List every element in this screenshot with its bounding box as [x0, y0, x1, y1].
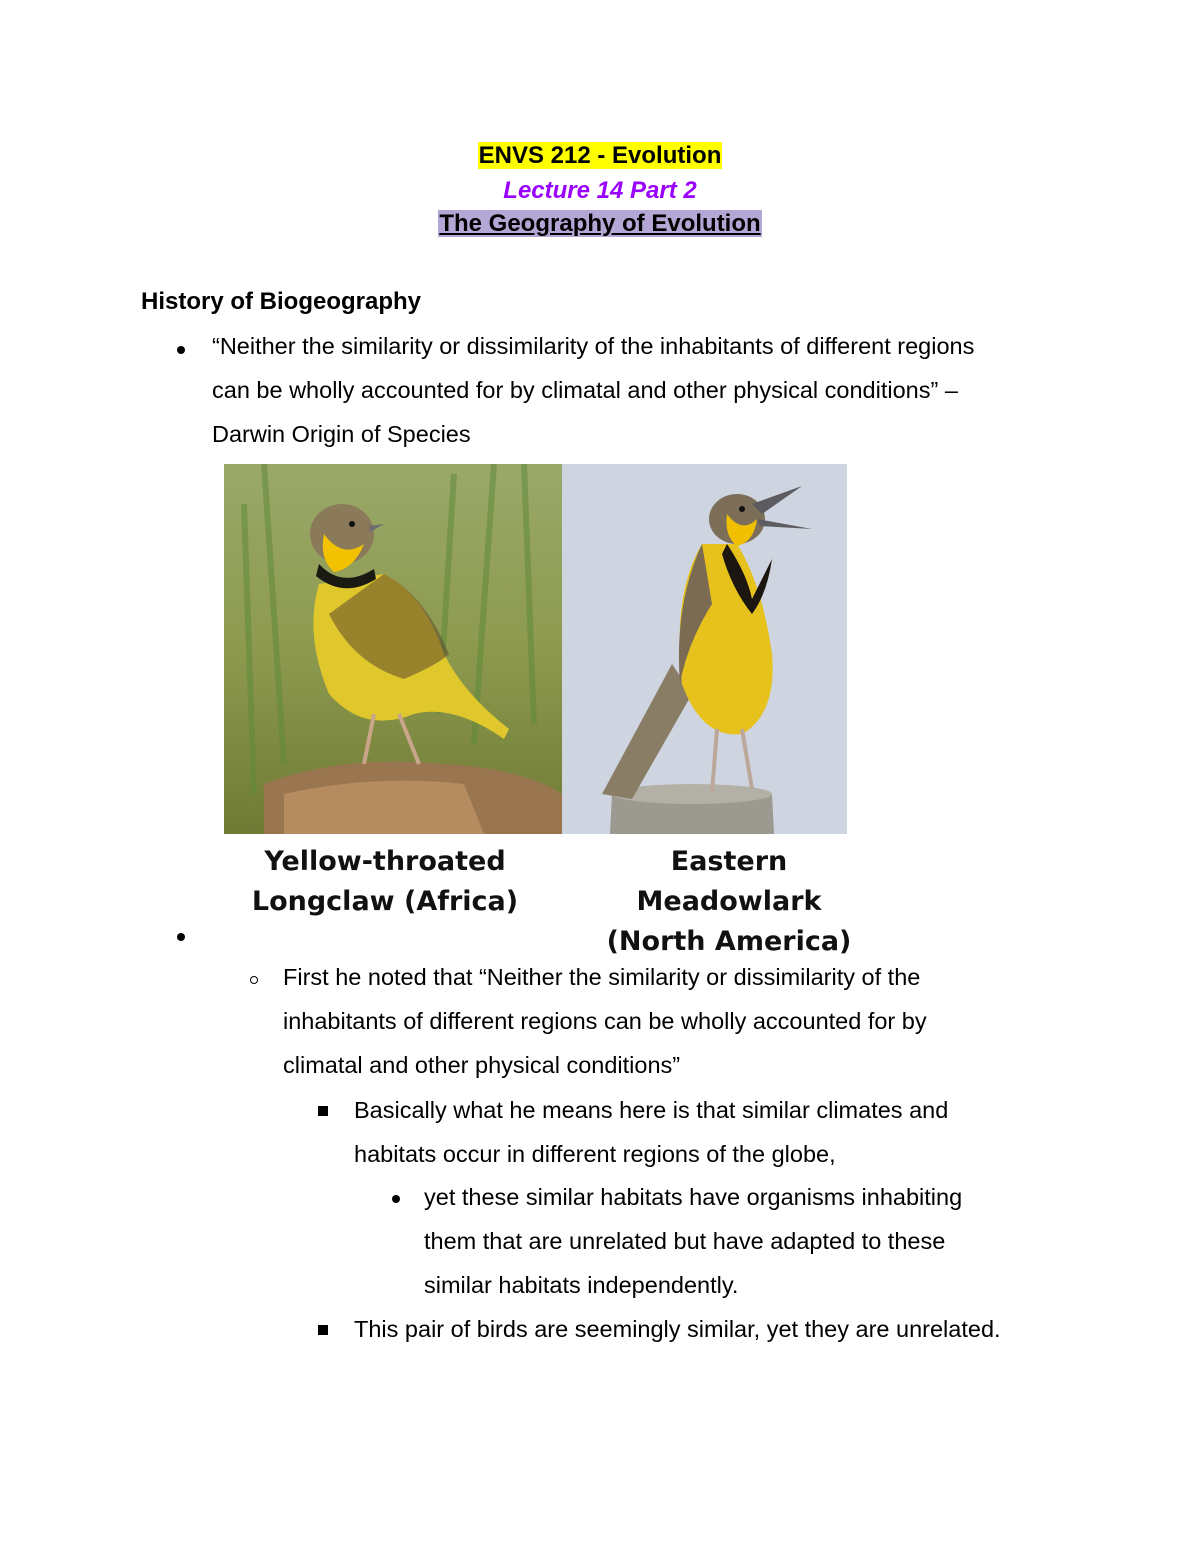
sub-point-line: yet these similar habitats have organisms inhabiting	[424, 1184, 963, 1210]
meadowlark-caption: Eastern Meadowlark (North America)	[606, 846, 852, 957]
sub-point-line: inhabitants of different regions can be wholly accounted for by	[283, 1008, 927, 1034]
bullet-dot-icon	[392, 1195, 400, 1203]
meadowlark-photo	[562, 464, 847, 834]
meadowlark-illustration	[562, 464, 847, 834]
longclaw-photo	[224, 464, 562, 834]
quote-line: Darwin Origin of Species	[212, 421, 471, 447]
point-line: Basically what he means here is that similar climates and	[354, 1097, 949, 1123]
quote-line: “Neither the similarity or dissimilarity of the inhabitants of different regions	[212, 333, 975, 359]
sub-point-line: First he noted that “Neither the similarity or dissimilarity of the	[283, 964, 921, 990]
lecture-subtitle: Lecture 14 Part 2	[503, 177, 697, 204]
point-line: habitats occur in different regions of the globe,	[354, 1141, 836, 1167]
sub-point-line: climatal and other physical conditions”	[283, 1052, 681, 1078]
quote-line: can be wholly accounted for by climatal and other physical conditions” –	[212, 377, 958, 403]
sub-point-line: them that are unrelated but have adapted to these	[424, 1228, 946, 1254]
longclaw-illustration	[224, 464, 562, 834]
bullet-square-icon	[318, 1325, 328, 1335]
bullet-circle-icon	[250, 976, 258, 984]
topic-title: The Geography of Evolution	[439, 210, 761, 237]
bullet-dot-icon	[177, 933, 185, 941]
course-title: ENVS 212 - Evolution	[478, 142, 722, 169]
point-line: This pair of birds are seemingly similar, yet they are unrelated.	[354, 1316, 1001, 1342]
sub-point-line: similar habitats independently.	[424, 1272, 739, 1298]
longclaw-caption: Yellow-throated Longclaw (Africa)	[251, 846, 519, 917]
bullet-dot-icon	[177, 346, 185, 354]
section-heading: History of Biogeography	[141, 288, 422, 315]
bullet-square-icon	[318, 1106, 328, 1116]
